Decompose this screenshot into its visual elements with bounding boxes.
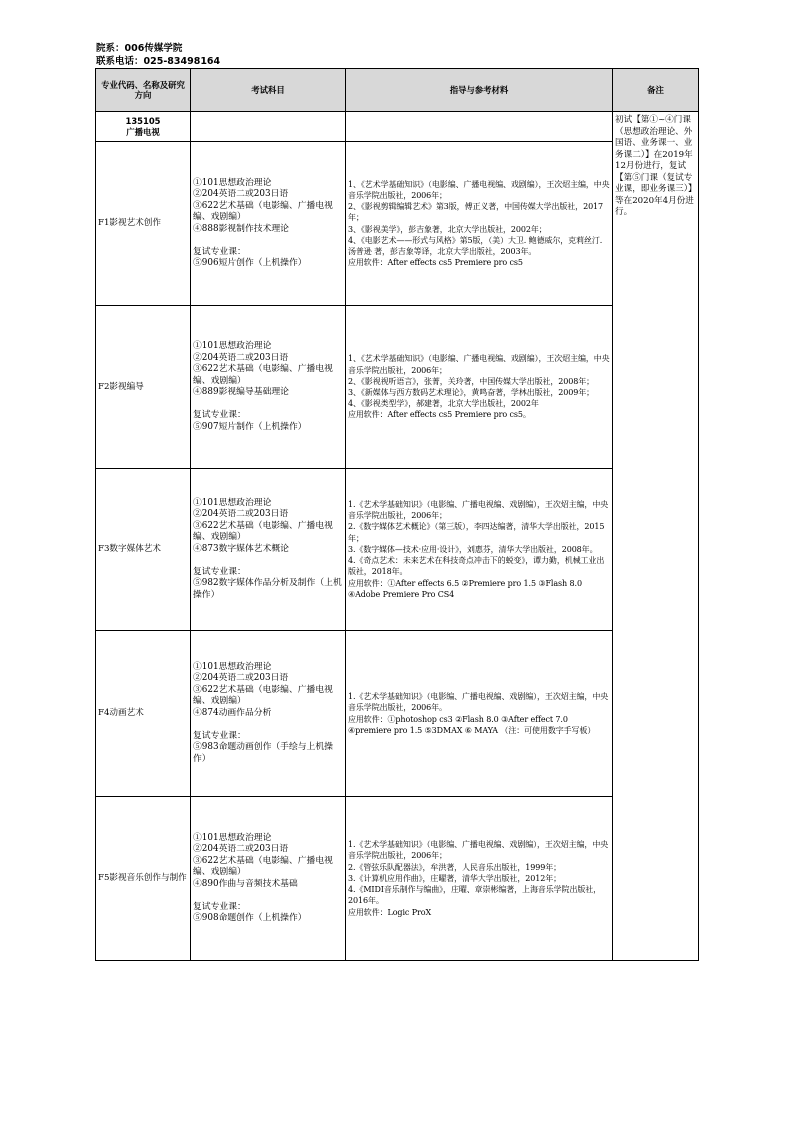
- references-cell: 1.《艺术学基础知识》（电影编、广播电视编、戏剧编），王次炤主编，中央音乐学院出版社，2006年； 2.《管弦乐队配器法》，牟洪著，人民音乐出版社，1999年； 3.《计算机应用作曲》，庄曜著，清华大学出版社，2012年； 4.《MIDI音乐制作与编曲》，庄曜、章崇彬编著，上海音乐学院出版社，2016年。 应用软件：Logic ProX: [346, 797, 613, 961]
- table-row: [96, 797, 699, 961]
- column-header-references: 指导与参考材料: [346, 69, 613, 112]
- subjects-cell: ①101思想政治理论 ②204英语二或203日语 ③622艺术基础（电影编、广播电视编、戏剧编） ④873数字媒体艺术概论 复试专业课： ⑤982数字媒体作品分析及制作（上机操作）: [191, 469, 346, 631]
- table-header-row: [96, 69, 699, 112]
- direction-cell: F3数字媒体艺术: [96, 469, 191, 631]
- subjects-cell: ①101思想政治理论 ②204英语二或203日语 ③622艺术基础（电影编、广播电视编、戏剧编） ④890作曲与音频技术基础 复试专业课： ⑤908命题创作（上机操作）: [191, 797, 346, 961]
- program-code: 135105: [125, 115, 161, 126]
- subjects-cell: ①101思想政治理论 ②204英语二或203日语 ③622艺术基础（电影编、广播电视编、戏剧编） ④889影视编导基础理论 复试专业课： ⑤907短片制作（上机操作）: [191, 306, 346, 469]
- subjects-cell: ①101思想政治理论 ②204英语二或203日语 ③622艺术基础（电影编、广播电视编、戏剧编） ④874动画作品分析 复试专业课： ⑤983命题动画创作（手绘与上机操作）: [191, 631, 346, 797]
- direction-cell: F2影视编导: [96, 306, 191, 469]
- notes-cell: 初试【第①~④门课（思想政治理论、外国语、业务课一、业务课二）】在2019年12月份进行，复试【第⑤门课（复试专业课，即业务课三）】等在2020年4月份进行。: [613, 112, 699, 961]
- table-row: [96, 306, 699, 469]
- program-cell: [96, 112, 191, 142]
- table-row: [96, 631, 699, 797]
- admission-table: [95, 68, 699, 961]
- subjects-cell: ①101思想政治理论 ②204英语二或203日语 ③622艺术基础（电影编、广播电视编、戏剧编） ④888影视制作技术理论 复试专业课： ⑤906短片创作（上机操作）: [191, 142, 346, 306]
- empty-cell: [346, 112, 613, 142]
- department-label: 院系：006传媒学院: [96, 43, 183, 54]
- references-cell: 1、《艺术学基础知识》（电影编、广播电视编、戏剧编），王次炤主编，中央音乐学院出版社，2006年； 2、《影视视听语言》，张菁，关玲著，中国传媒大学出版社，2008年； 3、《新媒体与西方数码艺术理论》，黄鸣奋著，学林出版社，2009年； 4、《影视类型学》，郝建著，北京大学出版社，2002年 应用软件：After effects cs5 Premiere pro cs5。: [346, 306, 613, 469]
- direction-cell: F1影视艺术创作: [96, 142, 191, 306]
- program-name: 广播电视: [126, 126, 160, 137]
- references-cell: 1.《艺术学基础知识》（电影编、广播电视编、戏剧编），王次炤主编，中央音乐学院出版社，2006年。 应用软件：①photoshop cs3 ②Flash 8.0 ③After effect 7.0 ④premiere pro 1.5 ⑤3DMAX ⑥ MAYA （注：可使用数字手写板）: [346, 631, 613, 797]
- references-cell: 1、《艺术学基础知识》（电影编、广播电视编、戏剧编），王次炤主编，中央音乐学院出版社，2006年； 2、《影视剪辑编辑艺术》第3版，傅正义著，中国传媒大学出版社，2017年； 3、《影视美学》，彭吉象著，北京大学出版社，2002年； 4、《电影艺术——形式与风格》第5版，（美）大卫. 鲍德威尔，克莉丝汀. 汤普逊 著，彭吉象等译，北京大学出版社，2003年。 应用软件：After effects cs5 Premiere pro cs5: [346, 142, 613, 306]
- table-row: [96, 142, 699, 306]
- program-row: [96, 112, 699, 142]
- references-cell: 1.《艺术学基础知识》（电影编、广播电视编、戏剧编），王次炤主编，中央音乐学院出版社，2006年； 2.《数字媒体艺术概论》（第三版），李四达编著，清华大学出版社，2015年； 3.《数字媒体—技术·应用·设计》，刘惠芬，清华大学出版社，2008年。 4.《奇点艺术：未来艺术在科技奇点冲击下的蜕变》，谭力勤，机械工业出版社，2018年。 应用软件：①After effects 6.5 ②Premiere pro 1.5 ③Flash 8.0 ④Adobe Premiere Pro CS4: [346, 469, 613, 631]
- direction-cell: F4动画艺术: [96, 631, 191, 797]
- table-row: [96, 469, 699, 631]
- column-header-notes: 备注: [613, 69, 699, 112]
- column-header-program: 专业代码、名称及研究方向: [96, 69, 191, 112]
- direction-cell: F5影视音乐创作与制作: [96, 797, 191, 961]
- column-header-subjects: 考试科目: [191, 69, 346, 112]
- phone-label: 联系电话：025-83498164: [96, 56, 221, 67]
- empty-cell: [191, 112, 346, 142]
